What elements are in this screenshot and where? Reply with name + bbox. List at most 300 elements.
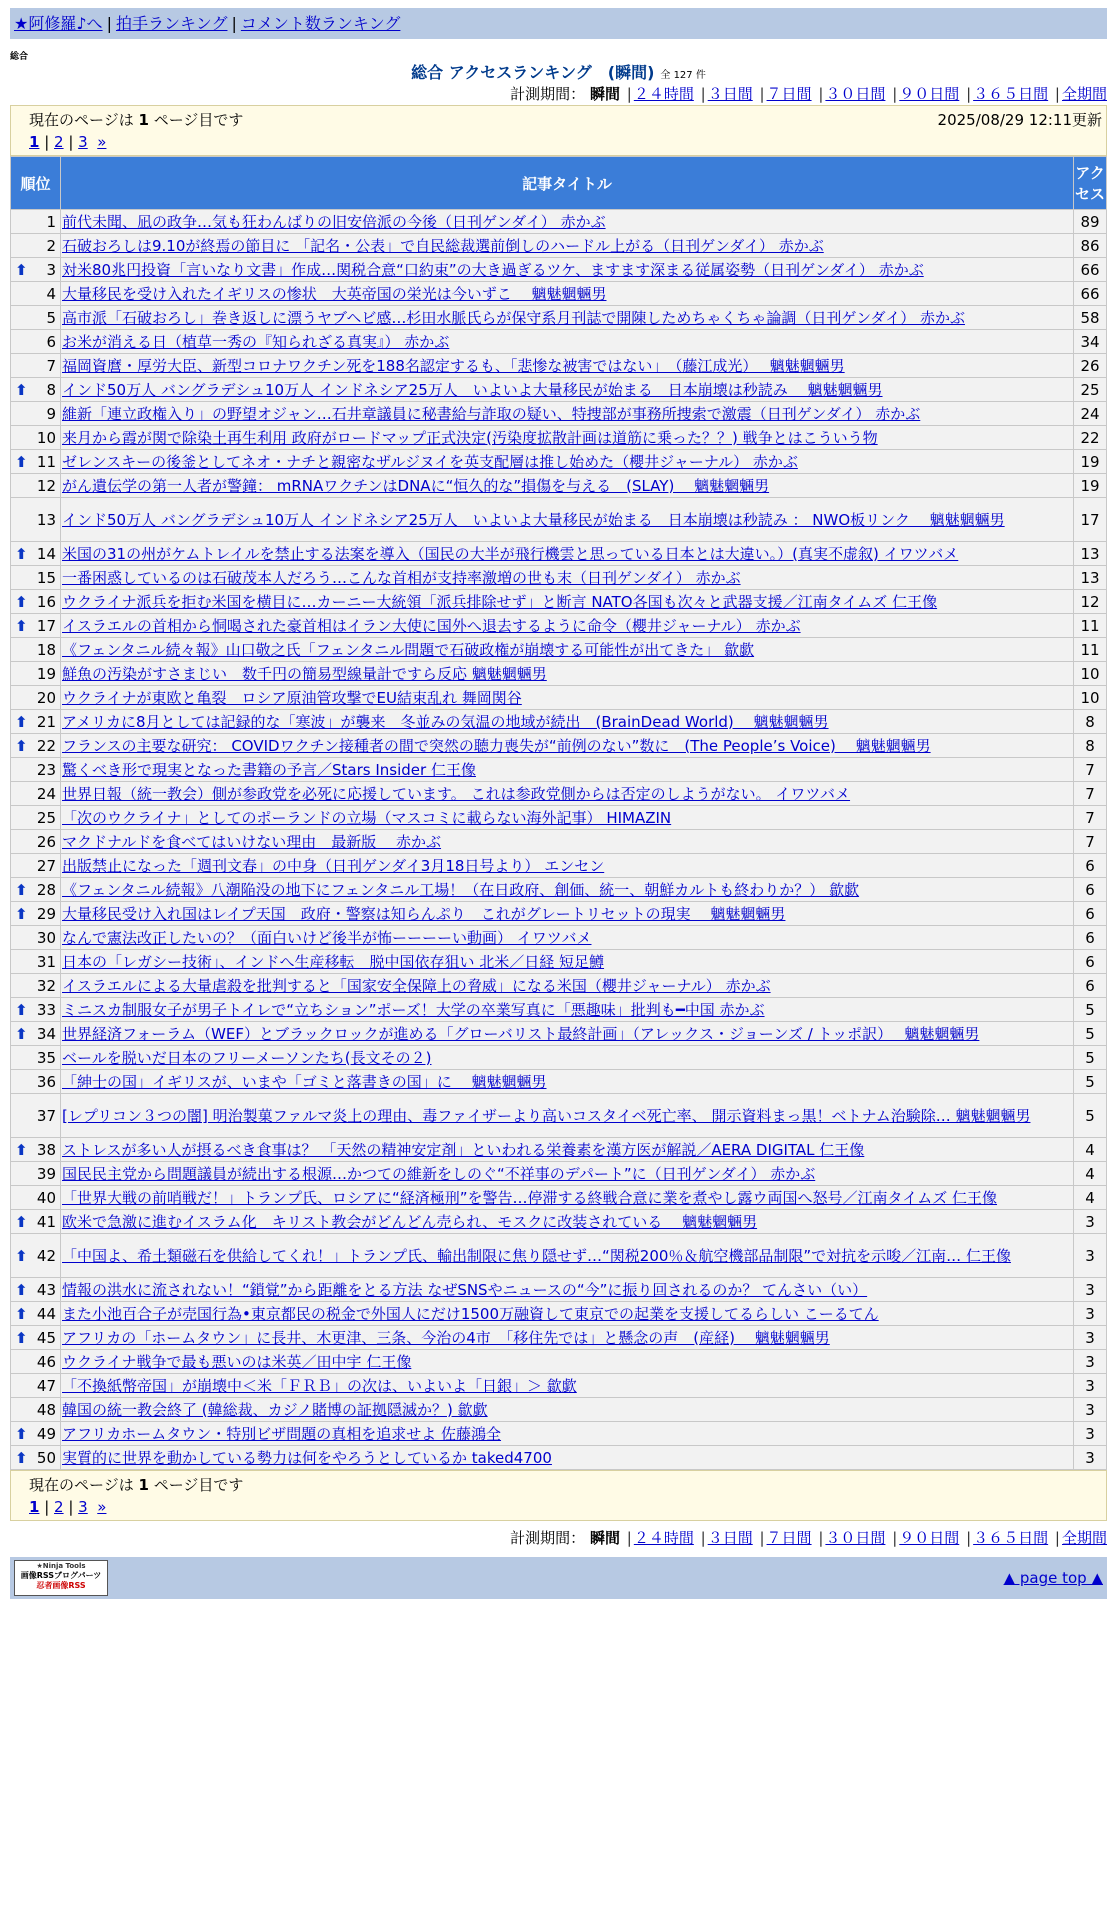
top-navigation bbox=[10, 8, 1107, 39]
title-cell bbox=[61, 1162, 1073, 1185]
rank-cell bbox=[11, 402, 60, 425]
access-count: 26 bbox=[1074, 354, 1106, 377]
period-link-30d[interactable]: ３０日間 bbox=[825, 1529, 886, 1547]
pager-next[interactable]: » bbox=[97, 1498, 107, 1516]
access-count: 6 bbox=[1074, 902, 1106, 925]
access-count: 24 bbox=[1074, 402, 1106, 425]
nav-link-comment-ranking[interactable]: コメント数ランキング bbox=[240, 14, 401, 33]
access-count: 13 bbox=[1074, 542, 1106, 565]
table-row bbox=[11, 566, 1106, 589]
period-selector-bottom: 計測期間： 瞬間 | ２４時間 | ３日間 | ７日間 | ３０日間 | ９０日間 | ３６５日間 | 全期間 bbox=[510, 1529, 1107, 1547]
period-link-365d[interactable]: ３６５日間 bbox=[973, 85, 1049, 103]
status-box-bottom bbox=[10, 1470, 1107, 1521]
period-link-90d[interactable]: ９０日間 bbox=[899, 85, 960, 103]
article-link[interactable]: イスラエルの首相から恫喝された豪首相はイラン大使に国外へ退去するように命令（櫻井ジャーナル） 赤かぶ bbox=[62, 616, 801, 635]
rank-number: 20 bbox=[36, 688, 56, 707]
table-row bbox=[11, 542, 1106, 565]
rank-number: 42 bbox=[36, 1246, 56, 1265]
article-link[interactable]: 国民民主党から問題議員が続出する根源…かつての維新をしのぐ“不祥事のデパート”に（日刊ゲンダイ） 赤かぶ bbox=[62, 1164, 816, 1183]
article-link[interactable]: お米が消える日（植草一秀の『知られざる真実』） 赤かぶ bbox=[62, 332, 450, 351]
table-row bbox=[11, 806, 1106, 829]
period-link-7d[interactable]: ７日間 bbox=[766, 1529, 812, 1547]
table-row bbox=[11, 1210, 1106, 1233]
table-row bbox=[11, 1446, 1106, 1469]
status-box-top bbox=[10, 105, 1107, 156]
title-cell bbox=[61, 378, 1073, 401]
title-cell bbox=[61, 854, 1073, 877]
up-arrow-icon: ⬆ bbox=[15, 736, 28, 755]
rank-cell bbox=[11, 1326, 60, 1349]
up-arrow-icon: ⬆ bbox=[15, 1280, 28, 1299]
table-row bbox=[11, 950, 1106, 973]
article-link[interactable]: ミニスカ制服女子が男子トイレで“立ちション”ポーズ！大学の卒業写真に「悪趣味」批判も━中国 赤かぶ bbox=[62, 1000, 765, 1019]
access-count: 4 bbox=[1074, 1138, 1106, 1161]
article-link[interactable]: 日本の「レガシー技術」、インドへ生産移転 脱中国依存狙い 北米／日経 短足鱒 bbox=[62, 952, 605, 971]
rank-cell bbox=[11, 878, 60, 901]
table-row bbox=[11, 1070, 1106, 1093]
title-cell bbox=[61, 1326, 1073, 1349]
access-count: 3 bbox=[1074, 1234, 1106, 1277]
title-cell bbox=[61, 426, 1073, 449]
up-arrow-icon: ⬆ bbox=[15, 616, 28, 635]
rank-number: 48 bbox=[36, 1400, 56, 1419]
article-link[interactable]: ウクライナが東欧と亀裂 ロシア原油管攻撃でEU結束乱れ 舞岡関谷 bbox=[62, 688, 522, 707]
rank-cell bbox=[11, 1234, 60, 1277]
access-count: 19 bbox=[1074, 474, 1106, 497]
rank-cell bbox=[11, 1186, 60, 1209]
table-row bbox=[11, 306, 1106, 329]
article-link[interactable]: ウクライナ戦争で最も悪いのは米英／田中宇 仁王像 bbox=[62, 1352, 412, 1371]
period-link-24h[interactable]: ２４時間 bbox=[633, 1529, 694, 1547]
access-count: 3 bbox=[1074, 1398, 1106, 1421]
updated-timestamp: 2025/08/29 12:11更新 bbox=[937, 111, 1102, 129]
title-cell bbox=[61, 590, 1073, 613]
rank-number: 30 bbox=[36, 928, 56, 947]
table-row bbox=[11, 1374, 1106, 1397]
rank-cell bbox=[11, 1422, 60, 1445]
article-link[interactable]: 「世界大戦の前哨戦だ！」トランプ氏、ロシアに“経済極刑”を警告…停滞する終戦合意に業を煮やし露ウ両国へ怒号／江南タイムズ 仁王像 bbox=[62, 1188, 998, 1207]
title-cell bbox=[61, 662, 1073, 685]
article-link[interactable]: アフリカホームタウン・特別ビザ問題の真相を追求せよ 佐藤鴻全 bbox=[62, 1424, 502, 1443]
rank-number: 8 bbox=[46, 380, 56, 399]
table-row bbox=[11, 282, 1106, 305]
access-count: 34 bbox=[1074, 330, 1106, 353]
up-arrow-icon: ⬆ bbox=[15, 1304, 28, 1323]
article-link[interactable]: 米国の31の州がケムトレイルを禁止する法案を導入（国民の大半が飛行機雲と思っている日本とは大違い。）(真実不虚叙) イワツバメ bbox=[62, 544, 959, 563]
title-cell bbox=[61, 330, 1073, 353]
article-link[interactable]: 実質的に世界を動かしている勢力は何をやろうとしているか taked4700 bbox=[62, 1448, 552, 1467]
table-row bbox=[11, 354, 1106, 377]
title-cell bbox=[61, 974, 1073, 997]
title-cell bbox=[61, 402, 1073, 425]
access-count: 11 bbox=[1074, 614, 1106, 637]
rank-number: 22 bbox=[36, 736, 56, 755]
period-link-3d[interactable]: ３日間 bbox=[707, 85, 753, 103]
rank-number: 10 bbox=[36, 428, 56, 447]
rank-cell bbox=[11, 1374, 60, 1397]
article-link[interactable]: アメリカに8月としては記録的な「寒波」が襲来 冬並みの気温の地域が続出 (BrainDead World) 魑魅魍魎男 bbox=[62, 712, 829, 731]
article-link[interactable]: 前代未聞、凪の政争…気も狂わんばりの旧安倍派の今後（日刊ゲンダイ） 赤かぶ bbox=[62, 212, 606, 231]
rank-cell bbox=[11, 662, 60, 685]
table-row bbox=[11, 638, 1106, 661]
up-arrow-icon: ⬆ bbox=[15, 712, 28, 731]
rank-number: 27 bbox=[36, 856, 56, 875]
table-row bbox=[11, 758, 1106, 781]
column-header-title: 記事タイトル bbox=[61, 157, 1073, 209]
title-cell bbox=[61, 1398, 1073, 1421]
title-cell bbox=[61, 1046, 1073, 1069]
rank-number: 24 bbox=[36, 784, 56, 803]
rank-number: 19 bbox=[36, 664, 56, 683]
table-row bbox=[11, 1422, 1106, 1445]
article-link[interactable]: 世界日報（統一教会）側が参政党を必死に応援しています。 これは参政党側からは否定のしようがない。 イワツバメ bbox=[62, 784, 851, 803]
table-row bbox=[11, 1162, 1106, 1185]
table-row bbox=[11, 378, 1106, 401]
table-row bbox=[11, 1186, 1106, 1209]
title-cell bbox=[61, 1446, 1073, 1469]
table-row bbox=[11, 926, 1106, 949]
rank-number: 33 bbox=[36, 1000, 56, 1019]
table-row bbox=[11, 1278, 1106, 1301]
title-cell bbox=[61, 1094, 1073, 1137]
article-link[interactable]: 韓国の統一教会終了 (韓総裁、カジノ賭博の証拠隠滅か？) 歙歔 bbox=[62, 1400, 488, 1419]
period-link-90d[interactable]: ９０日間 bbox=[899, 1529, 960, 1547]
access-count: 11 bbox=[1074, 638, 1106, 661]
pager-page-1[interactable]: 1 bbox=[29, 133, 40, 151]
access-count: 3 bbox=[1074, 1210, 1106, 1233]
article-link[interactable]: [レプリコン３つの闇] 明治製菓ファルマ炎上の理由、毒ファイザーより高いコスタイベ死亡率、 開示資料まっ黒！ベトナム治験除… 魑魅魍魎男 bbox=[62, 1106, 1031, 1125]
rank-number: 3 bbox=[46, 260, 56, 279]
article-link[interactable]: また小池百合子が売国行為•東京都民の税金で外国人にだけ1500万融資して東京での起業を支援してるらしい こーるてん bbox=[62, 1304, 879, 1323]
title-cell bbox=[61, 1350, 1073, 1373]
rank-cell bbox=[11, 330, 60, 353]
ranking-table-body bbox=[11, 210, 1106, 1469]
article-link[interactable]: 「次のウクライナ」としてのポーランドの立場（マスコミに載らない海外記事） HIMAZIN bbox=[62, 808, 672, 827]
up-arrow-icon: ⬆ bbox=[15, 1328, 28, 1347]
rank-number: 11 bbox=[36, 452, 56, 471]
table-row bbox=[11, 878, 1106, 901]
rank-number: 37 bbox=[36, 1106, 56, 1125]
rank-cell bbox=[11, 998, 60, 1021]
rank-number: 25 bbox=[36, 808, 56, 827]
table-row bbox=[11, 1234, 1106, 1277]
period-link-all[interactable]: 全期間 bbox=[1061, 1529, 1107, 1547]
rank-number: 21 bbox=[36, 712, 56, 731]
article-link[interactable]: 欧米で急激に進むイスラム化 キリスト教会がどんどん売られ、モスクに改装されている 魑魅魍魎男 bbox=[62, 1212, 758, 1231]
pager-bottom: 1 | 2 | 3 » bbox=[29, 1498, 107, 1516]
pager-page-3[interactable]: 3 bbox=[78, 133, 88, 151]
period-link-all[interactable]: 全期間 bbox=[1061, 85, 1107, 103]
rank-cell bbox=[11, 638, 60, 661]
article-link[interactable]: 「中国よ、希土類磁石を供給してくれ！」トランプ氏、輸出制限に焦り隠せず…“関税200％＆航空機部品制限”で対抗を示唆／江南… 仁王像 bbox=[62, 1246, 1011, 1265]
title-cell bbox=[61, 354, 1073, 377]
table-row bbox=[11, 974, 1106, 997]
access-count: 5 bbox=[1074, 1022, 1106, 1045]
period-current: 瞬間 bbox=[589, 1529, 620, 1547]
up-arrow-icon: ⬆ bbox=[15, 592, 28, 611]
rank-number: 31 bbox=[36, 952, 56, 971]
table-row bbox=[11, 590, 1106, 613]
up-arrow-icon: ⬆ bbox=[15, 880, 28, 899]
title-cell bbox=[61, 1138, 1073, 1161]
access-count: 10 bbox=[1074, 686, 1106, 709]
rank-cell bbox=[11, 1350, 60, 1373]
access-count: 66 bbox=[1074, 282, 1106, 305]
article-link[interactable]: がん遺伝学の第一人者が警鐘： mRNAワクチンはDNAに“恒久的な”損傷を与える (SLAY) 魑魅魍魎男 bbox=[62, 476, 770, 495]
rank-number: 32 bbox=[36, 976, 56, 995]
section-label: 総合 bbox=[10, 52, 29, 62]
rank-cell bbox=[11, 474, 60, 497]
access-count: 3 bbox=[1074, 1374, 1106, 1397]
page-title-row bbox=[10, 63, 1107, 83]
table-row bbox=[11, 854, 1106, 877]
table-row bbox=[11, 474, 1106, 497]
article-link[interactable]: なんで憲法改正したいの？（面白いけど後半が怖ーーーーい動画） イワツバメ bbox=[62, 928, 592, 947]
title-cell bbox=[61, 1234, 1073, 1277]
rank-cell bbox=[11, 566, 60, 589]
article-link[interactable]: 世界経済フォーラム（WEF）とブラックロックが進める「グローバリスト最終計画」（アレックス・ジョーンズ / トッポ訳） 魑魅魍魎男 bbox=[62, 1024, 980, 1043]
access-count: 22 bbox=[1074, 426, 1106, 449]
article-link[interactable]: インド50万人 バングラデシュ10万人 インドネシア25万人 いよいよ大量移民が始まる 日本崩壊は秒読み ： NWO板リンク 魑魅魍魎男 bbox=[62, 510, 1005, 529]
table-row bbox=[11, 1302, 1106, 1325]
rank-cell bbox=[11, 542, 60, 565]
article-link[interactable]: 一番困惑しているのは石破茂本人だろう…こんな首相が支持率激増の世も末（日刊ゲンダイ） 赤かぶ bbox=[62, 568, 741, 587]
rank-cell bbox=[11, 1446, 60, 1469]
article-link[interactable]: ウクライナ派兵を拒む米国を横目に…カーニー大統領「派兵排除せず」と断言 NATO各国も次々と武器支援／江南タイムズ 仁王像 bbox=[62, 592, 938, 611]
title-cell bbox=[61, 638, 1073, 661]
article-link[interactable]: 出版禁止になった「週刊文春」の中身（日刊ゲンダイ3月18日号より） エンセン bbox=[62, 856, 605, 875]
rank-cell bbox=[11, 758, 60, 781]
nav-link-ashura[interactable]: ★阿修羅♪へ bbox=[14, 14, 103, 33]
nav-separator: | bbox=[106, 14, 112, 33]
rank-number: 4 bbox=[46, 284, 56, 303]
title-cell bbox=[61, 282, 1073, 305]
table-row bbox=[11, 614, 1106, 637]
article-link[interactable]: イスラエルによる大量虐殺を批判すると「国家安全保障上の脅威」になる米国（櫻井ジャーナル） 赤かぶ bbox=[62, 976, 771, 995]
nav-separator: | bbox=[231, 14, 237, 33]
access-count: 4 bbox=[1074, 1186, 1106, 1209]
period-link-365d[interactable]: ３６５日間 bbox=[973, 1529, 1049, 1547]
article-link[interactable]: 鮮魚の汚染がすさまじい 数千円の簡易型線量計ですら反応 魑魅魍魎男 bbox=[62, 664, 547, 683]
access-count: 7 bbox=[1074, 830, 1106, 853]
table-row bbox=[11, 426, 1106, 449]
title-cell bbox=[61, 1302, 1073, 1325]
table-row bbox=[11, 258, 1106, 281]
up-arrow-icon: ⬆ bbox=[15, 1140, 28, 1159]
pager-page-1[interactable]: 1 bbox=[29, 1498, 40, 1516]
rank-cell bbox=[11, 926, 60, 949]
access-count: 17 bbox=[1074, 498, 1106, 541]
rank-number: 2 bbox=[46, 236, 56, 255]
rank-number: 6 bbox=[46, 332, 56, 351]
article-link[interactable]: 対米80兆円投資「言いなり文書」作成…関税合意“口約束”の大き過ぎるツケ、ますます深まる従属姿勢（日刊ゲンダイ） 赤かぶ bbox=[62, 260, 924, 279]
article-link[interactable]: 《フェンタニル続々報》山口敬之氏「フェンタニル問題で石破政権が崩壊する可能性が出てきた」 歙歔 bbox=[62, 640, 755, 659]
access-count: 66 bbox=[1074, 258, 1106, 281]
title-cell bbox=[61, 498, 1073, 541]
access-count: 5 bbox=[1074, 1094, 1106, 1137]
pager-page-2[interactable]: 2 bbox=[54, 1498, 64, 1516]
rank-number: 40 bbox=[36, 1188, 56, 1207]
rank-number: 45 bbox=[36, 1328, 56, 1347]
article-link[interactable]: 《フェンタニル続報》八潮陥没の地下にフェンタニル工場！（在日政府、創価、統一、朝鮮カルトも終わりか？） 歙歔 bbox=[62, 880, 860, 899]
article-link[interactable]: ストレスが多い人が摂るべき食事は？ 「天然の精神安定剤」といわれる栄養素を漢方医が解説／AERA DIGITAL 仁王像 bbox=[62, 1140, 865, 1159]
access-count: 5 bbox=[1074, 1046, 1106, 1069]
rank-number: 36 bbox=[36, 1072, 56, 1091]
page-top-link[interactable]: ▲ page top ▲ bbox=[1003, 1569, 1103, 1587]
article-link[interactable]: マクドナルドを食べてはいけない理由 最新版 赤かぶ bbox=[62, 832, 442, 851]
pager-page-3[interactable]: 3 bbox=[78, 1498, 88, 1516]
rank-number: 15 bbox=[36, 568, 56, 587]
page-wrapper bbox=[10, 8, 1107, 1599]
access-count: 5 bbox=[1074, 998, 1106, 1021]
pager-page-2[interactable]: 2 bbox=[54, 133, 64, 151]
access-count: 12 bbox=[1074, 590, 1106, 613]
access-count: 7 bbox=[1074, 806, 1106, 829]
title-cell bbox=[61, 878, 1073, 901]
title-cell bbox=[61, 1210, 1073, 1233]
total-count: 全 127 件 bbox=[660, 70, 706, 81]
table-row bbox=[11, 686, 1106, 709]
rank-number: 35 bbox=[36, 1048, 56, 1067]
article-link[interactable]: 情報の洪水に流されない！“鎖覚”から距離をとる方法 なぜSNSやニュースの“今”に振り回されるのか？ てんさい（い） bbox=[62, 1280, 868, 1299]
table-row bbox=[11, 330, 1106, 353]
rank-cell bbox=[11, 378, 60, 401]
title-cell bbox=[61, 258, 1073, 281]
table-row bbox=[11, 498, 1106, 541]
rank-cell bbox=[11, 830, 60, 853]
table-row bbox=[11, 830, 1106, 853]
access-count: 6 bbox=[1074, 926, 1106, 949]
period-link-24h[interactable]: ２４時間 bbox=[633, 85, 694, 103]
rank-cell bbox=[11, 590, 60, 613]
title-cell bbox=[61, 734, 1073, 757]
table-row bbox=[11, 1138, 1106, 1161]
rank-number: 9 bbox=[46, 404, 56, 423]
rank-number: 28 bbox=[36, 880, 56, 899]
nav-link-clap-ranking[interactable]: 拍手ランキング bbox=[115, 14, 228, 33]
rank-number: 49 bbox=[36, 1424, 56, 1443]
article-link[interactable]: 福岡資麿・厚労大臣、新型コロナワクチン死を188名認定するも、「悲惨な被害ではない」 （藤江成光） 魑魅魍魎男 bbox=[62, 356, 845, 375]
up-arrow-icon: ⬆ bbox=[15, 452, 28, 471]
table-row bbox=[11, 1350, 1106, 1373]
rank-cell bbox=[11, 950, 60, 973]
article-link[interactable]: 高市派「石破おろし」巻き返しに漂うヤブヘビ感…杉田水脈氏らが保守系月刊誌で開陳しためちゃくちゃ論調（日刊ゲンダイ） 赤かぶ bbox=[62, 308, 965, 327]
pager-next[interactable]: » bbox=[97, 133, 107, 151]
table-row bbox=[11, 210, 1106, 233]
rank-cell bbox=[11, 974, 60, 997]
article-link[interactable]: 維新「連立政権入り」の野望オジャン…石井章議員に秘書給与詐取の疑い、特捜部が事務所捜索で激震（日刊ゲンダイ） 赤かぶ bbox=[62, 404, 921, 423]
access-count: 10 bbox=[1074, 662, 1106, 685]
pager-top: 1 | 2 | 3 » bbox=[29, 133, 107, 151]
title-cell bbox=[61, 542, 1073, 565]
title-cell bbox=[61, 1374, 1073, 1397]
article-link[interactable]: フランスの主要な研究： COVIDワクチン接種者の間で突然の聴力喪失が“前例のない”数に (The People’s Voice) 魑魅魍魎男 bbox=[62, 736, 931, 755]
rank-number: 50 bbox=[36, 1448, 56, 1467]
access-count: 3 bbox=[1074, 1422, 1106, 1445]
rank-number: 17 bbox=[36, 616, 56, 635]
article-link[interactable]: インド50万人 バングラデシュ10万人 インドネシア25万人 いよいよ大量移民が始まる 日本崩壊は秒読み 魑魅魍魎男 bbox=[62, 380, 883, 399]
access-count: 3 bbox=[1074, 1446, 1106, 1469]
access-count: 7 bbox=[1074, 782, 1106, 805]
up-arrow-icon: ⬆ bbox=[15, 544, 28, 563]
article-link[interactable]: 「不換紙幣帝国」が崩壊中＜米「ＦＲＢ」の次は、いよいよ「日銀」＞ 歙歔 bbox=[62, 1376, 577, 1395]
title-cell bbox=[61, 234, 1073, 257]
ninja-rss-logo[interactable]: ★Ninja Tools 画像RSSブログパーツ 忍者画像RSS bbox=[14, 1560, 108, 1596]
rank-cell bbox=[11, 1070, 60, 1093]
article-link[interactable]: 「紳士の国」イギリスが、いまや「ゴミと落書きの国」に 魑魅魍魎男 bbox=[62, 1072, 547, 1091]
access-count: 8 bbox=[1074, 710, 1106, 733]
rank-cell bbox=[11, 686, 60, 709]
rank-number: 47 bbox=[36, 1376, 56, 1395]
rank-number: 7 bbox=[46, 356, 56, 375]
rank-cell bbox=[11, 210, 60, 233]
article-link[interactable]: アフリカの「ホームタウン」に長井、木更津、三条、今治の4市 「移住先では」と懸念の声 (産経) 魑魅魍魎男 bbox=[62, 1328, 830, 1347]
rank-cell bbox=[11, 1162, 60, 1185]
rank-cell bbox=[11, 258, 60, 281]
rank-number: 1 bbox=[46, 212, 56, 231]
period-link-3d[interactable]: ３日間 bbox=[707, 1529, 753, 1547]
rank-number: 26 bbox=[36, 832, 56, 851]
article-link[interactable]: 大量移民受け入れ国はレイプ天国 政府・警察は知らんぷり これがグレートリセットの現実 魑魅魍魎男 bbox=[62, 904, 786, 923]
rank-cell bbox=[11, 1210, 60, 1233]
rank-number: 12 bbox=[36, 476, 56, 495]
rank-number: 43 bbox=[36, 1280, 56, 1299]
rank-number: 34 bbox=[36, 1024, 56, 1043]
period-link-7d[interactable]: ７日間 bbox=[766, 85, 812, 103]
rank-number: 14 bbox=[36, 544, 56, 563]
title-cell bbox=[61, 998, 1073, 1021]
period-label: 計測期間： bbox=[510, 1529, 586, 1547]
access-count: 58 bbox=[1074, 306, 1106, 329]
access-count: 3 bbox=[1074, 1278, 1106, 1301]
table-row bbox=[11, 782, 1106, 805]
table-row bbox=[11, 1046, 1106, 1069]
title-cell bbox=[61, 306, 1073, 329]
title-cell bbox=[61, 782, 1073, 805]
table-row bbox=[11, 402, 1106, 425]
article-link[interactable]: 来月から霞が関で除染土再生利用 政府がロードマップ正式決定(汚染度拡散計画は道筋に乗った？？) 戦争とはこういう物 bbox=[62, 428, 878, 447]
period-selector-top: 計測期間： 瞬間 | ２４時間 | ３日間 | ７日間 | ３０日間 | ９０日間 | ３６５日間 | 全期間 bbox=[510, 85, 1107, 103]
table-row bbox=[11, 1094, 1106, 1137]
table-row bbox=[11, 998, 1106, 1021]
access-count: 7 bbox=[1074, 758, 1106, 781]
up-arrow-icon: ⬆ bbox=[15, 1246, 28, 1265]
rank-number: 13 bbox=[36, 510, 56, 529]
article-link[interactable]: ゼレンスキーの後釜としてネオ・ナチと親密なザルジヌイを英支配層は推し始めた（櫻井ジャーナル） 赤かぶ bbox=[62, 452, 798, 471]
rank-number: 5 bbox=[46, 308, 56, 327]
access-count: 6 bbox=[1074, 950, 1106, 973]
rank-number: 29 bbox=[36, 904, 56, 923]
period-label: 計測期間： bbox=[510, 85, 586, 103]
table-row bbox=[11, 1022, 1106, 1045]
article-link[interactable]: 大量移民を受け入れたイギリスの惨状 大英帝国の栄光は今いずこ 魑魅魍魎男 bbox=[62, 284, 607, 303]
period-link-30d[interactable]: ３０日間 bbox=[825, 85, 886, 103]
title-cell bbox=[61, 614, 1073, 637]
up-arrow-icon: ⬆ bbox=[15, 1212, 28, 1231]
access-count: 6 bbox=[1074, 854, 1106, 877]
up-arrow-icon: ⬆ bbox=[15, 380, 28, 399]
access-count: 89 bbox=[1074, 210, 1106, 233]
title-cell bbox=[61, 950, 1073, 973]
article-link[interactable]: 驚くべき形で現実となった書籍の予言／Stars Insider 仁王像 bbox=[62, 760, 476, 779]
rank-number: 16 bbox=[36, 592, 56, 611]
rank-cell bbox=[11, 1046, 60, 1069]
table-row bbox=[11, 450, 1106, 473]
article-link[interactable]: 石破おろしは9.10が終焉の節目に 「記名・公表」で自民総裁選前倒しのハードル上がる（日刊ゲンダイ） 赤かぶ bbox=[62, 236, 824, 255]
article-link[interactable]: ベールを脱いだ日本のフリーメーソンたち(長文その２) bbox=[62, 1048, 432, 1067]
rank-number: 44 bbox=[36, 1304, 56, 1323]
title-cell bbox=[61, 686, 1073, 709]
